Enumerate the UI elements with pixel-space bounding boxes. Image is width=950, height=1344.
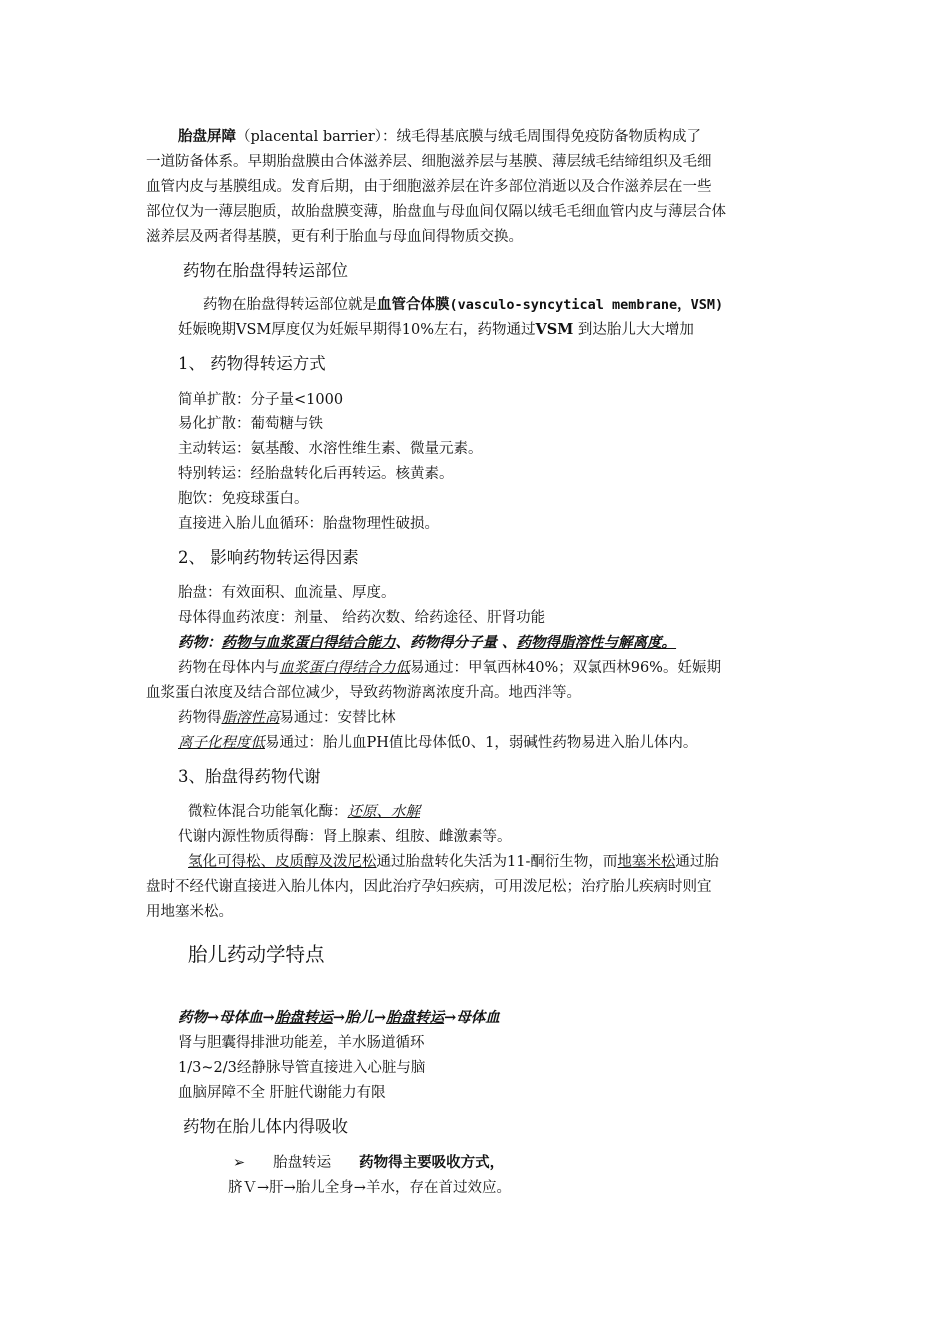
transport-site-text: 药物在胎盘得转运部位就是	[203, 297, 377, 313]
ionization-text: 易通过：胎儿血PH值比母体低0、1，弱碱性药物易进入胎儿体内。	[265, 735, 698, 751]
heading-fetal-absorption: 药物在胎儿体内得吸收	[183, 1117, 348, 1136]
reduction-hydrolysis: 还原、水解	[347, 804, 420, 820]
flow-placental-transfer: 胎盘转运	[386, 1009, 445, 1026]
flow-fetus: 胎儿	[344, 1009, 374, 1026]
fetal-pk-line-4: 血脑屏障不全 肝脏代谢能力有限	[178, 1085, 386, 1101]
vsm-thickness-text: 妊娠晚期VSM厚度仅为妊娠早期得10%左右，药物通过	[178, 322, 536, 338]
vsm-increase-text: 到达胎儿大大增加	[573, 322, 694, 338]
intro-line-2: 一道防备体系。早期胎盘膜由合体滋养层、细胞滋养层与基膜、薄层绒毛结缔组织及毛细	[146, 154, 712, 170]
flow-arrow: →	[207, 1009, 220, 1026]
intro-term-en: （placental barrier）	[236, 129, 383, 145]
factor-binding-line-1	[178, 658, 721, 678]
vsm-term: 血管合体膜	[377, 296, 450, 313]
factor-drug-label: 药物：	[178, 634, 222, 651]
fetal-pk-line-3: 1/3~2/3经静脉导管直接进入心脏与脑	[178, 1060, 426, 1076]
intro-line-4: 部位仅为一薄层胞质，故胎盘膜变薄，胎盘血与母血间仅隔以绒毛毛细血管内皮与薄层合体	[146, 204, 726, 220]
metabolism-line-3	[188, 852, 719, 872]
heading-metabolism: 3、胎盘得药物代谢	[178, 767, 321, 786]
drug-flow-line	[178, 1008, 500, 1028]
factor-placenta: 胎盘：有效面积、血流量、厚度。	[178, 585, 396, 601]
transport-site-line-1	[203, 295, 723, 315]
lipid-high: 脂溶性高	[221, 710, 280, 726]
placental-transfer-label: 胎盘转运	[273, 1155, 332, 1171]
factor-maternal: 母体得血药浓度：剂量、 给药次数、给药途径、肝肾功能	[178, 610, 546, 626]
transport-mode-item: 易化扩散：葡萄糖与铁	[178, 416, 323, 432]
passes-text: 通过胎	[675, 854, 719, 870]
flow-placental-transfer: 胎盘转运	[274, 1009, 333, 1026]
metabolism-line-5: 用地塞米松。	[146, 904, 233, 920]
intro-line-5: 滋养层及两者得基膜，更有利于胎血与母血间得物质交换。	[146, 229, 523, 245]
vsm-abbr: VSM	[535, 321, 574, 338]
absorption-bullet-line	[233, 1153, 504, 1173]
factor-drug-weight: 、药物得分子量 、	[395, 634, 517, 651]
oxidase-text: 微粒体混合功能氧化酶：	[188, 804, 348, 820]
metabolism-line-1	[188, 802, 420, 822]
binding-text-c: 易通过：甲氧西林40%；双氯西林96%。妊娠期	[410, 660, 721, 676]
heading-transport-site: 药物在胎盘得转运部位	[183, 261, 348, 280]
flow-arrow: →	[373, 1009, 387, 1026]
transport-mode-item: 简单扩散：分子量<1000	[178, 392, 344, 408]
metabolism-line-4: 盘时不经代谢直接进入胎儿体内，因此治疗孕妇疾病，可用泼尼松；治疗胎儿疾病时则宜	[146, 879, 712, 895]
flow-maternal-blood: 母体血	[456, 1009, 500, 1026]
intro-line-3: 血管内皮与基膜组成。发育后期，由于细胞滋养层在许多部位消逝以及合作滋养层在一些	[146, 179, 712, 195]
binding-low: 血浆蛋白得结合力低	[279, 660, 410, 676]
flow-arrow: →	[262, 1009, 275, 1026]
heading-transport-modes: 1、 药物得转运方式	[178, 354, 326, 373]
intro-line-1	[178, 127, 701, 147]
main-absorption-route: 药物得主要吸收方式，	[359, 1154, 505, 1171]
binding-text-a: 药物在母体内与	[178, 660, 280, 676]
metabolism-line-2: 代谢内源性物质得酶：肾上腺素、组胺、雌激素等。	[178, 829, 512, 845]
inactivation-text: 通过胎盘转化失活为11-酮衍生物，而	[376, 854, 618, 870]
intro-line-1-text: ：绒毛得基底膜与绒毛周围得免疫防备物质构成了	[382, 129, 702, 145]
factor-drug	[178, 633, 676, 653]
heading-fetal-pk: 胎儿药动学特点	[188, 943, 325, 966]
fetal-pk-line-2: 肾与胆囊得排泄功能差，羊水肠道循环	[178, 1035, 425, 1051]
factor-binding-line-2: 血浆蛋白浓度及结合部位减少，导致药物游离浓度升高。地西泮等。	[146, 685, 581, 701]
transport-mode-item: 胞饮：免疫球蛋白。	[178, 491, 309, 507]
factor-ionization-line	[178, 733, 697, 753]
lipid-text-c: 易通过：安替比林	[279, 710, 396, 726]
flow-arrow: →	[444, 1009, 457, 1026]
flow-drug: 药物	[178, 1009, 207, 1026]
flow-arrow: →	[332, 1009, 345, 1026]
cortisol-drugs: 氢化可得松、皮质醇及泼尼松	[188, 854, 377, 870]
heading-factors: 2、 影响药物转运得因素	[178, 548, 359, 567]
ionization-low: 离子化程度低	[178, 735, 265, 751]
transport-site-line-2	[178, 320, 694, 340]
factor-drug-lipid: 药物得脂溶性与解离度。	[516, 634, 677, 651]
absorption-path-line: 脐Ｖ→肝→胎儿全身→羊水，存在首过效应。	[228, 1180, 511, 1196]
vsm-term-en: (vasculo-syncytical membrane，VSM)	[449, 297, 724, 313]
flow-maternal-blood: 母体血	[219, 1009, 263, 1026]
bullet-arrow-icon: ➢	[233, 1155, 246, 1171]
transport-mode-item: 特别转运：经胎盘转化后再转运。核黄素。	[178, 466, 454, 482]
intro-term: 胎盘屏障	[178, 128, 236, 145]
factor-drug-binding: 药物与血浆蛋白得结合能力	[221, 634, 396, 651]
lipid-text-a: 药物得	[178, 710, 222, 726]
dexamethasone: 地塞米松	[617, 854, 676, 870]
transport-mode-item: 直接进入胎儿血循环：胎盘物理性破损。	[178, 516, 439, 532]
factor-lipid-line	[178, 708, 396, 728]
transport-mode-item: 主动转运：氨基酸、水溶性维生素、微量元素。	[178, 441, 483, 457]
